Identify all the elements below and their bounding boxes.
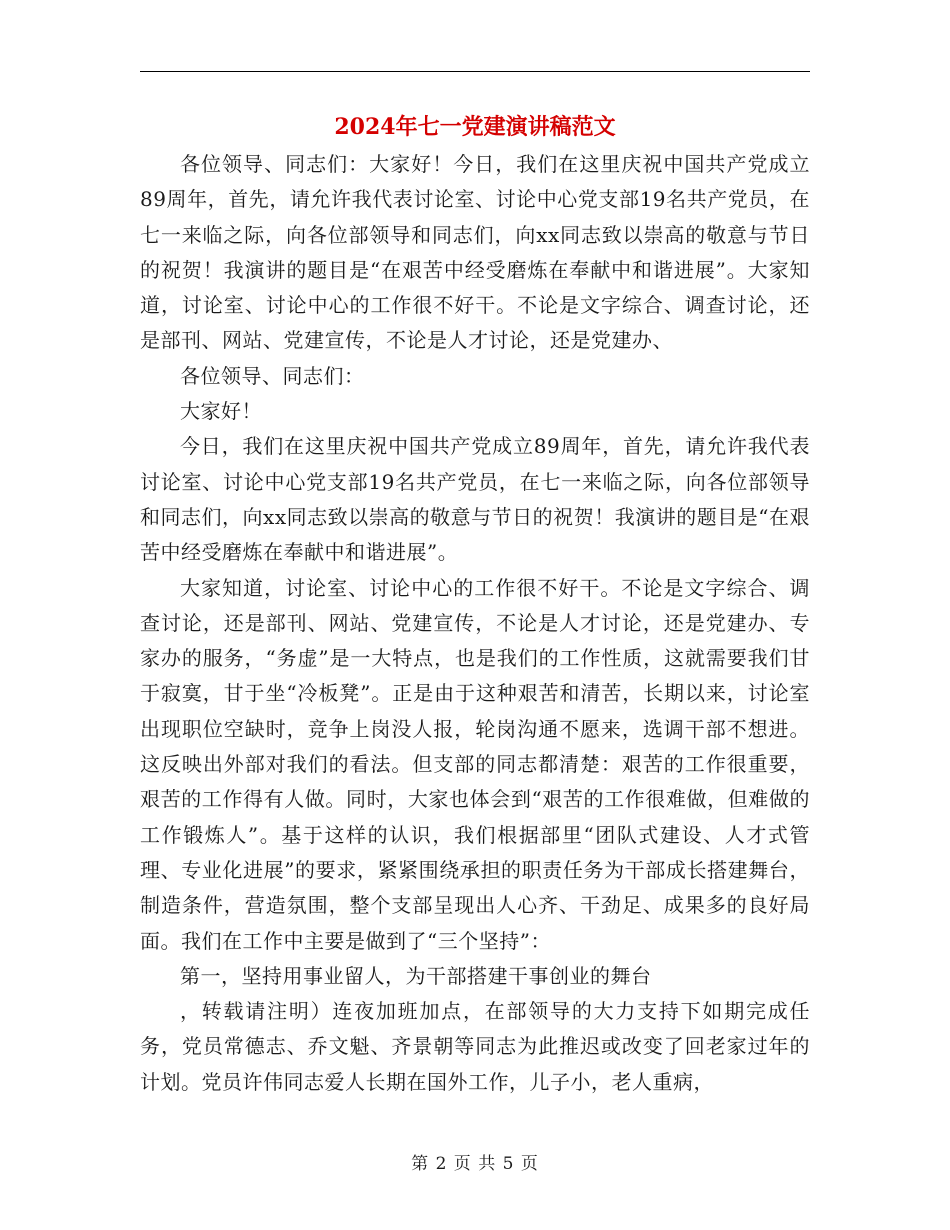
paragraph-1: 各位领导、同志们：大家好！今日，我们在这里庆祝中国共产党成立89周年，首先，请允许我代表讨论室、讨论中心党支部19名共产党员，在七一来临之际，向各位部领导和同志们，向xx同志致以崇高的敬意与节日的祝贺！我演讲的题目是“在艰苦中经受磨炼在奉献中和谐进展”。大家知道，讨论室、讨论中心的工作很不好干。不论是文字综合、调查讨论，还是部刊、网站、党建宣传，不论是人才讨论，还是党建办、	[140, 152, 810, 353]
paragraph-2: 各位领导、同志们：	[180, 363, 365, 388]
paragraph-5: 大家知道，讨论室、讨论中心的工作很不好干。不论是文字综合、调查讨论，还是部刊、网站、党建宣传，不论是人才讨论，还是党建办、专家办的服务，“务虚”是一大特点，也是我们的工作性质，这就需要我们甘于寂寞，甘于坐“冷板凳”。正是由于这种艰苦和清苦，长期以来，讨论室出现职位空缺时，竞争上岗没人报，轮岗沟通不愿来，选调干部不想进。这反映出外部对我们的看法。但支部的同志都清楚：艰苦的工作很重要，艰苦的工作得有人做。同时，大家也体会到“艰苦的工作很难做，但难做的工作锻炼人”。基于这样的认识，我们根据部里“团队式建设、人才式管理、专业化进展”的要求，紧紧围绕承担的职责任务为干部成长搭建舞台，制造条件，营造氛围，整个支部呈现出人心齐、干劲足、成果多的良好局面。我们在工作中主要是做到了“三个坚持”：	[140, 575, 810, 953]
document-title: 2024年七一党建演讲稿范文	[334, 114, 616, 140]
header-rule	[140, 71, 810, 72]
page-number: 第 2 页 共 5 页	[411, 1154, 539, 1174]
paragraph-4: 今日，我们在这里庆祝中国共产党成立89周年，首先，请允许我代表讨论室、讨论中心党支部19名共产党员，在七一来临之际，向各位部领导和同志们，向xx同志致以崇高的敬意与节日的祝贺！我演讲的题目是“在艰苦中经受磨炼在奉献中和谐进展”。	[140, 434, 810, 565]
paragraph-3: 大家好！	[180, 399, 262, 424]
paragraph-6: 第一，坚持用事业留人，为干部搭建干事创业的舞台	[180, 963, 652, 988]
paragraph-7: ，转载请注明）连夜加班加点，在部领导的大力支持下如期完成任务，党员常德志、乔文魁、齐景朝等同志为此推迟或改变了回老家过年的计划。党员许伟同志爱人长期在国外工作，儿子小，老人重病，	[140, 999, 810, 1094]
document-body	[140, 147, 810, 1100]
